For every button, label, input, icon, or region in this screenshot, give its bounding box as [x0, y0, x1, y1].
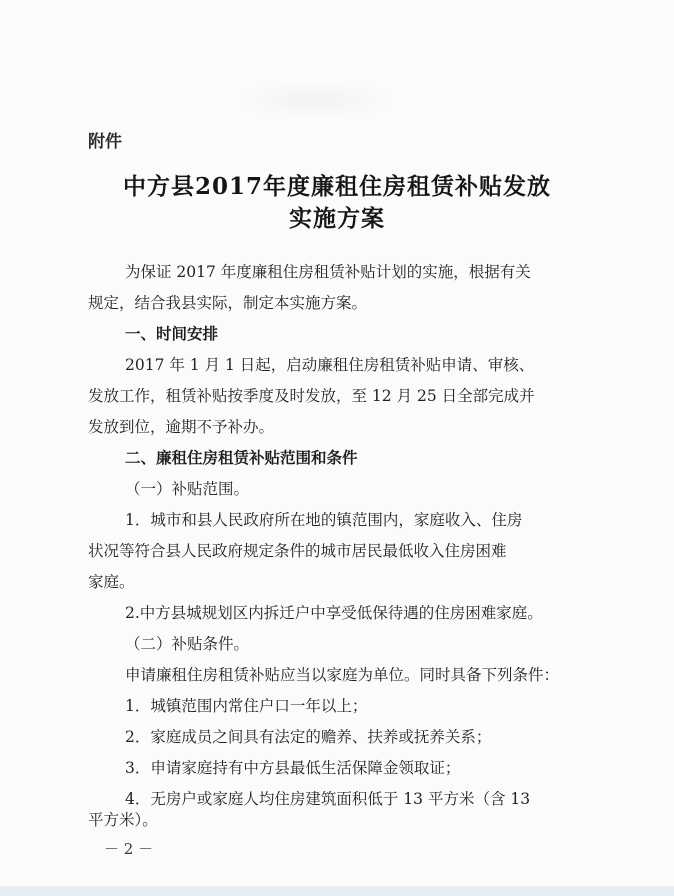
- section-heading-2: 二、廉租住房租赁补贴范围和条件: [125, 449, 358, 467]
- body-line: 状况等符合县人民政府规定条件的城市居民最低收入住房困难: [88, 542, 507, 560]
- document-title-line-1: 中方县2017年度廉租住房租赁补贴发放: [122, 173, 551, 200]
- body-line: 3．申请家庭持有中方县最低生活保障金领取证；: [125, 759, 461, 777]
- body-line: 申请廉租住房租赁补贴应当以家庭为单位。同时具备下列条件：: [125, 666, 560, 684]
- body-line: 1．城市和县人民政府所在地的镇范围内，家庭收入、住房: [125, 511, 523, 529]
- document-title-line-2: 实施方案: [289, 205, 385, 232]
- body-line: 发放到位，逾期不予补办。: [88, 418, 275, 436]
- page-number: － 2 －: [104, 840, 154, 858]
- bottom-edge: [0, 886, 674, 896]
- body-line: 1．城镇范围内常住户口一年以上；: [125, 697, 368, 715]
- body-line: 发放工作，租赁补贴按季度及时发放，至 12 月 25 日全部完成并: [88, 387, 535, 405]
- body-line: 规定，结合我县实际，制定本实施方案。: [88, 294, 368, 312]
- subsection-heading: （二）补贴条件。: [125, 635, 250, 653]
- body-line: 2．家庭成员之间具有法定的赡养、扶养或抚养关系；: [125, 728, 492, 746]
- body-line: 家庭。: [88, 573, 135, 591]
- body-line: 平方米）。: [88, 811, 158, 829]
- body-line: 2017 年 1 月 1 日起，启动廉租住房租赁补贴申请、审核、: [125, 356, 535, 374]
- subsection-heading: （一）补贴范围。: [125, 480, 250, 498]
- body-line: 为保证 2017 年度廉租住房租赁补贴计划的实施，根据有关: [125, 263, 531, 281]
- scan-smudge: [235, 80, 395, 120]
- body-line: 4．无房户或家庭人均住房建筑面积低于 13 平方米（含 13: [125, 790, 531, 808]
- attachment-label: 附件: [88, 132, 122, 152]
- body-line: 2.中方县城规划区内拆迁户中享受低保待遇的住房困难家庭。: [125, 604, 543, 622]
- section-heading-1: 一、时间安排: [125, 325, 219, 343]
